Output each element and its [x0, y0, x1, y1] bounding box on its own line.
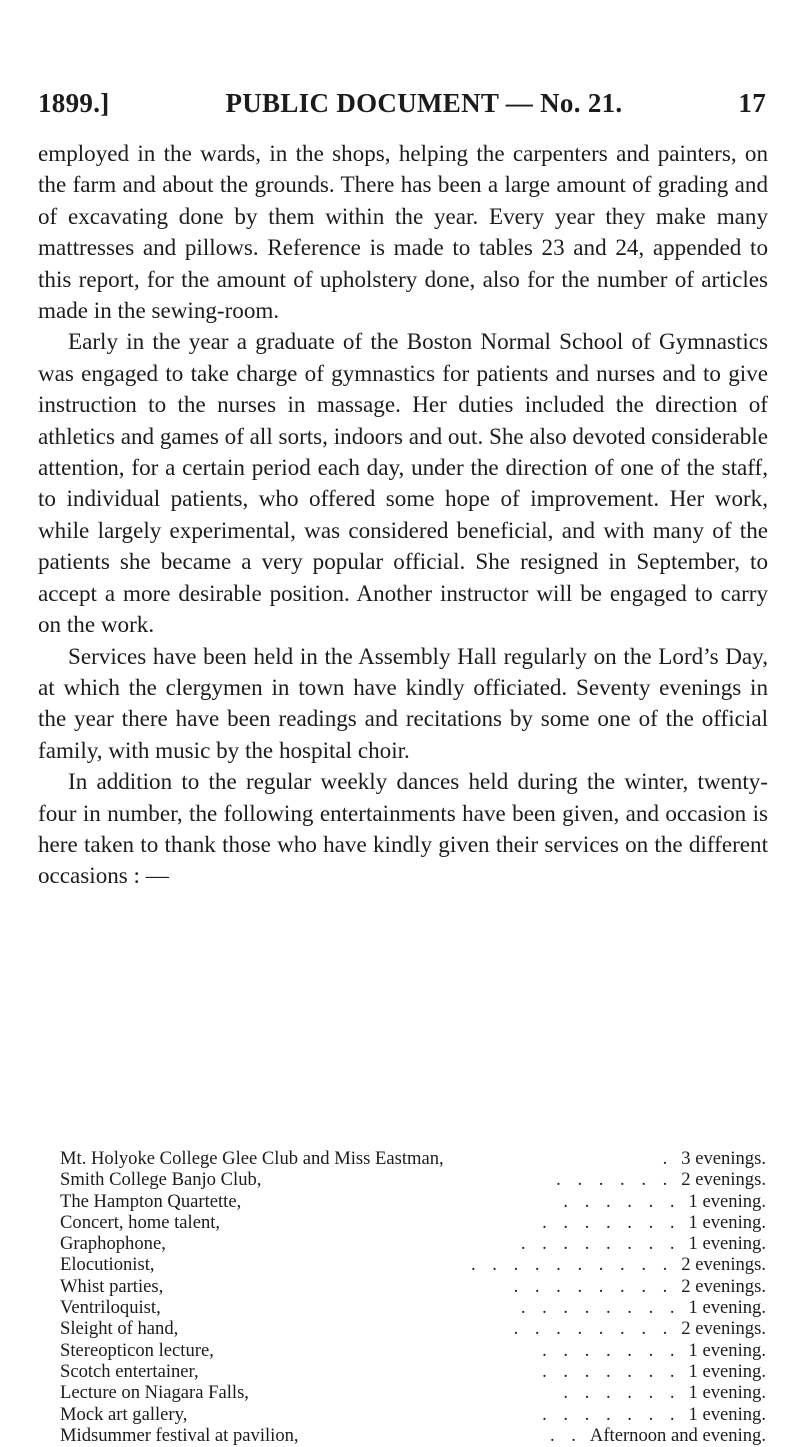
list-item [60, 1318, 766, 1339]
entertainment-count: 2 evenings. [681, 1275, 766, 1297]
entertainment-count: Afternoon and evening. [589, 1424, 766, 1446]
entertainment-name: Ventriloquist, [60, 1297, 161, 1319]
body-text [38, 138, 768, 892]
list-item [60, 1382, 766, 1403]
dot-leader: . . . . . . [563, 1382, 681, 1404]
entertainment-name: Scotch entertainer, [60, 1360, 199, 1382]
dot-leader: . . . . . . . [542, 1211, 681, 1233]
paragraph: Services have been held in the Assembly Hall regularly on the Lord’s Day, at which the clergymen in town have kindly officiated. Seventy evenings in the year there have been readings and recitations by some one of the official family, with music by the hospital choir. [38, 642, 768, 763]
entertainment-count: 1 evening. [688, 1297, 766, 1319]
paragraph: employed in the wards, in the shops, helping the carpenters and painters, on the farm and about the grounds. There has been a large amount of grading and of excavating done by them within the year. Every year they make many mattresses and pillows. Reference is made to tables 23 and 24, appended to this report, for the amount of upholstery done, also for the number of articles made in the sewing-room. [38, 140, 768, 324]
entertainment-count: 1 evening. [688, 1382, 766, 1404]
dot-leader: . . . . . . . . [513, 1318, 674, 1340]
entertainment-count: 3 evenings. [681, 1148, 766, 1169]
entertainment-name: Stereopticon lecture, [60, 1339, 214, 1361]
running-header [38, 88, 766, 119]
list-item [60, 1148, 766, 1169]
entertainment-name: Mt. Holyoke College Glee Club and Miss Eastman, [60, 1148, 444, 1169]
entertainment-name: Elocutionist, [60, 1254, 155, 1276]
dot-leader: . . . . . . . . [520, 1297, 681, 1319]
entertainment-name: Concert, home talent, [60, 1211, 221, 1233]
entertainment-name: The Hampton Quartette, [60, 1190, 242, 1212]
entertainment-name: Graphophone, [60, 1233, 166, 1255]
page-number: 17 [738, 88, 766, 118]
dot-leader: . . . . . . . [542, 1360, 681, 1382]
list-item [60, 1425, 766, 1446]
list-item [60, 1191, 766, 1212]
dot-leader: . . . . . . . . [513, 1275, 674, 1297]
list-item [60, 1233, 766, 1254]
dot-leader: . . . . . . . [542, 1339, 681, 1361]
entertainment-name: Smith College Banjo Club, [60, 1169, 262, 1191]
dot-leader: . . . . . . . . . . [470, 1254, 674, 1276]
dot-leader: . . . . . . . [542, 1403, 681, 1425]
entertainment-count: 1 evening. [688, 1339, 766, 1361]
list-item [60, 1276, 766, 1297]
entertainment-name: Lecture on Niagara Falls, [60, 1382, 249, 1404]
entertainment-count: 1 evening. [688, 1211, 766, 1233]
entertainment-name: Whist parties, [60, 1275, 164, 1297]
list-item [60, 1212, 766, 1233]
entertainment-count: 1 evening. [688, 1403, 766, 1425]
dot-leader: . . . . . . . . [520, 1233, 681, 1255]
dot-leader: . [662, 1148, 674, 1169]
paragraph: Early in the year a graduate of the Boston Normal School of Gymnastics was engaged to take charge of gymnastics for patients and nurses and to give instruction to the nurses in massage. Her duties included the direction of athletics and games of all sorts, indoors and out. She also devoted considerable attention, for a certain period each day, under the direction of one of the staff, to individual patients, who offered some hope of improvement. Her work, while largely experimental, was considered beneficial, and with many of the patients she became a very popular official. She resigned in September, to accept a more desirable position. Another instructor will be engaged to carry on the work. [38, 328, 768, 638]
entertainment-count: 1 evening. [688, 1190, 766, 1212]
entertainment-count: 1 evening. [688, 1360, 766, 1382]
entertainment-name: Midsummer festival at pavilion, [60, 1424, 299, 1446]
list-item [60, 1361, 766, 1382]
header-year: 1899.] [38, 88, 110, 118]
dot-leader: . . . . . . [563, 1190, 681, 1212]
entertainment-name: Sleight of hand, [60, 1318, 179, 1340]
list-item [60, 1340, 766, 1361]
entertainment-count: 2 evenings. [681, 1254, 766, 1276]
entertainment-name: Mock art gallery, [60, 1403, 188, 1425]
entertainment-count: 2 evenings. [681, 1318, 766, 1340]
entertainment-count: 1 evening. [688, 1233, 766, 1255]
header-title: PUBLIC DOCUMENT — No. 21. [225, 88, 623, 118]
list-item [60, 1254, 766, 1275]
paragraph: In addition to the regular weekly dances held during the winter, twenty-four in number, the following entertainments have been given, and occasion is here taken to thank those who have kindly given their services on the different occasions : — [38, 768, 768, 889]
dot-leader: . . . . . . [556, 1169, 674, 1191]
list-item [60, 1169, 766, 1190]
list-item [60, 1297, 766, 1318]
entertainment-count: 2 evenings. [681, 1169, 766, 1191]
list-item [60, 1404, 766, 1425]
entertainment-list [60, 1148, 766, 1446]
dot-leader: . . [549, 1424, 582, 1446]
